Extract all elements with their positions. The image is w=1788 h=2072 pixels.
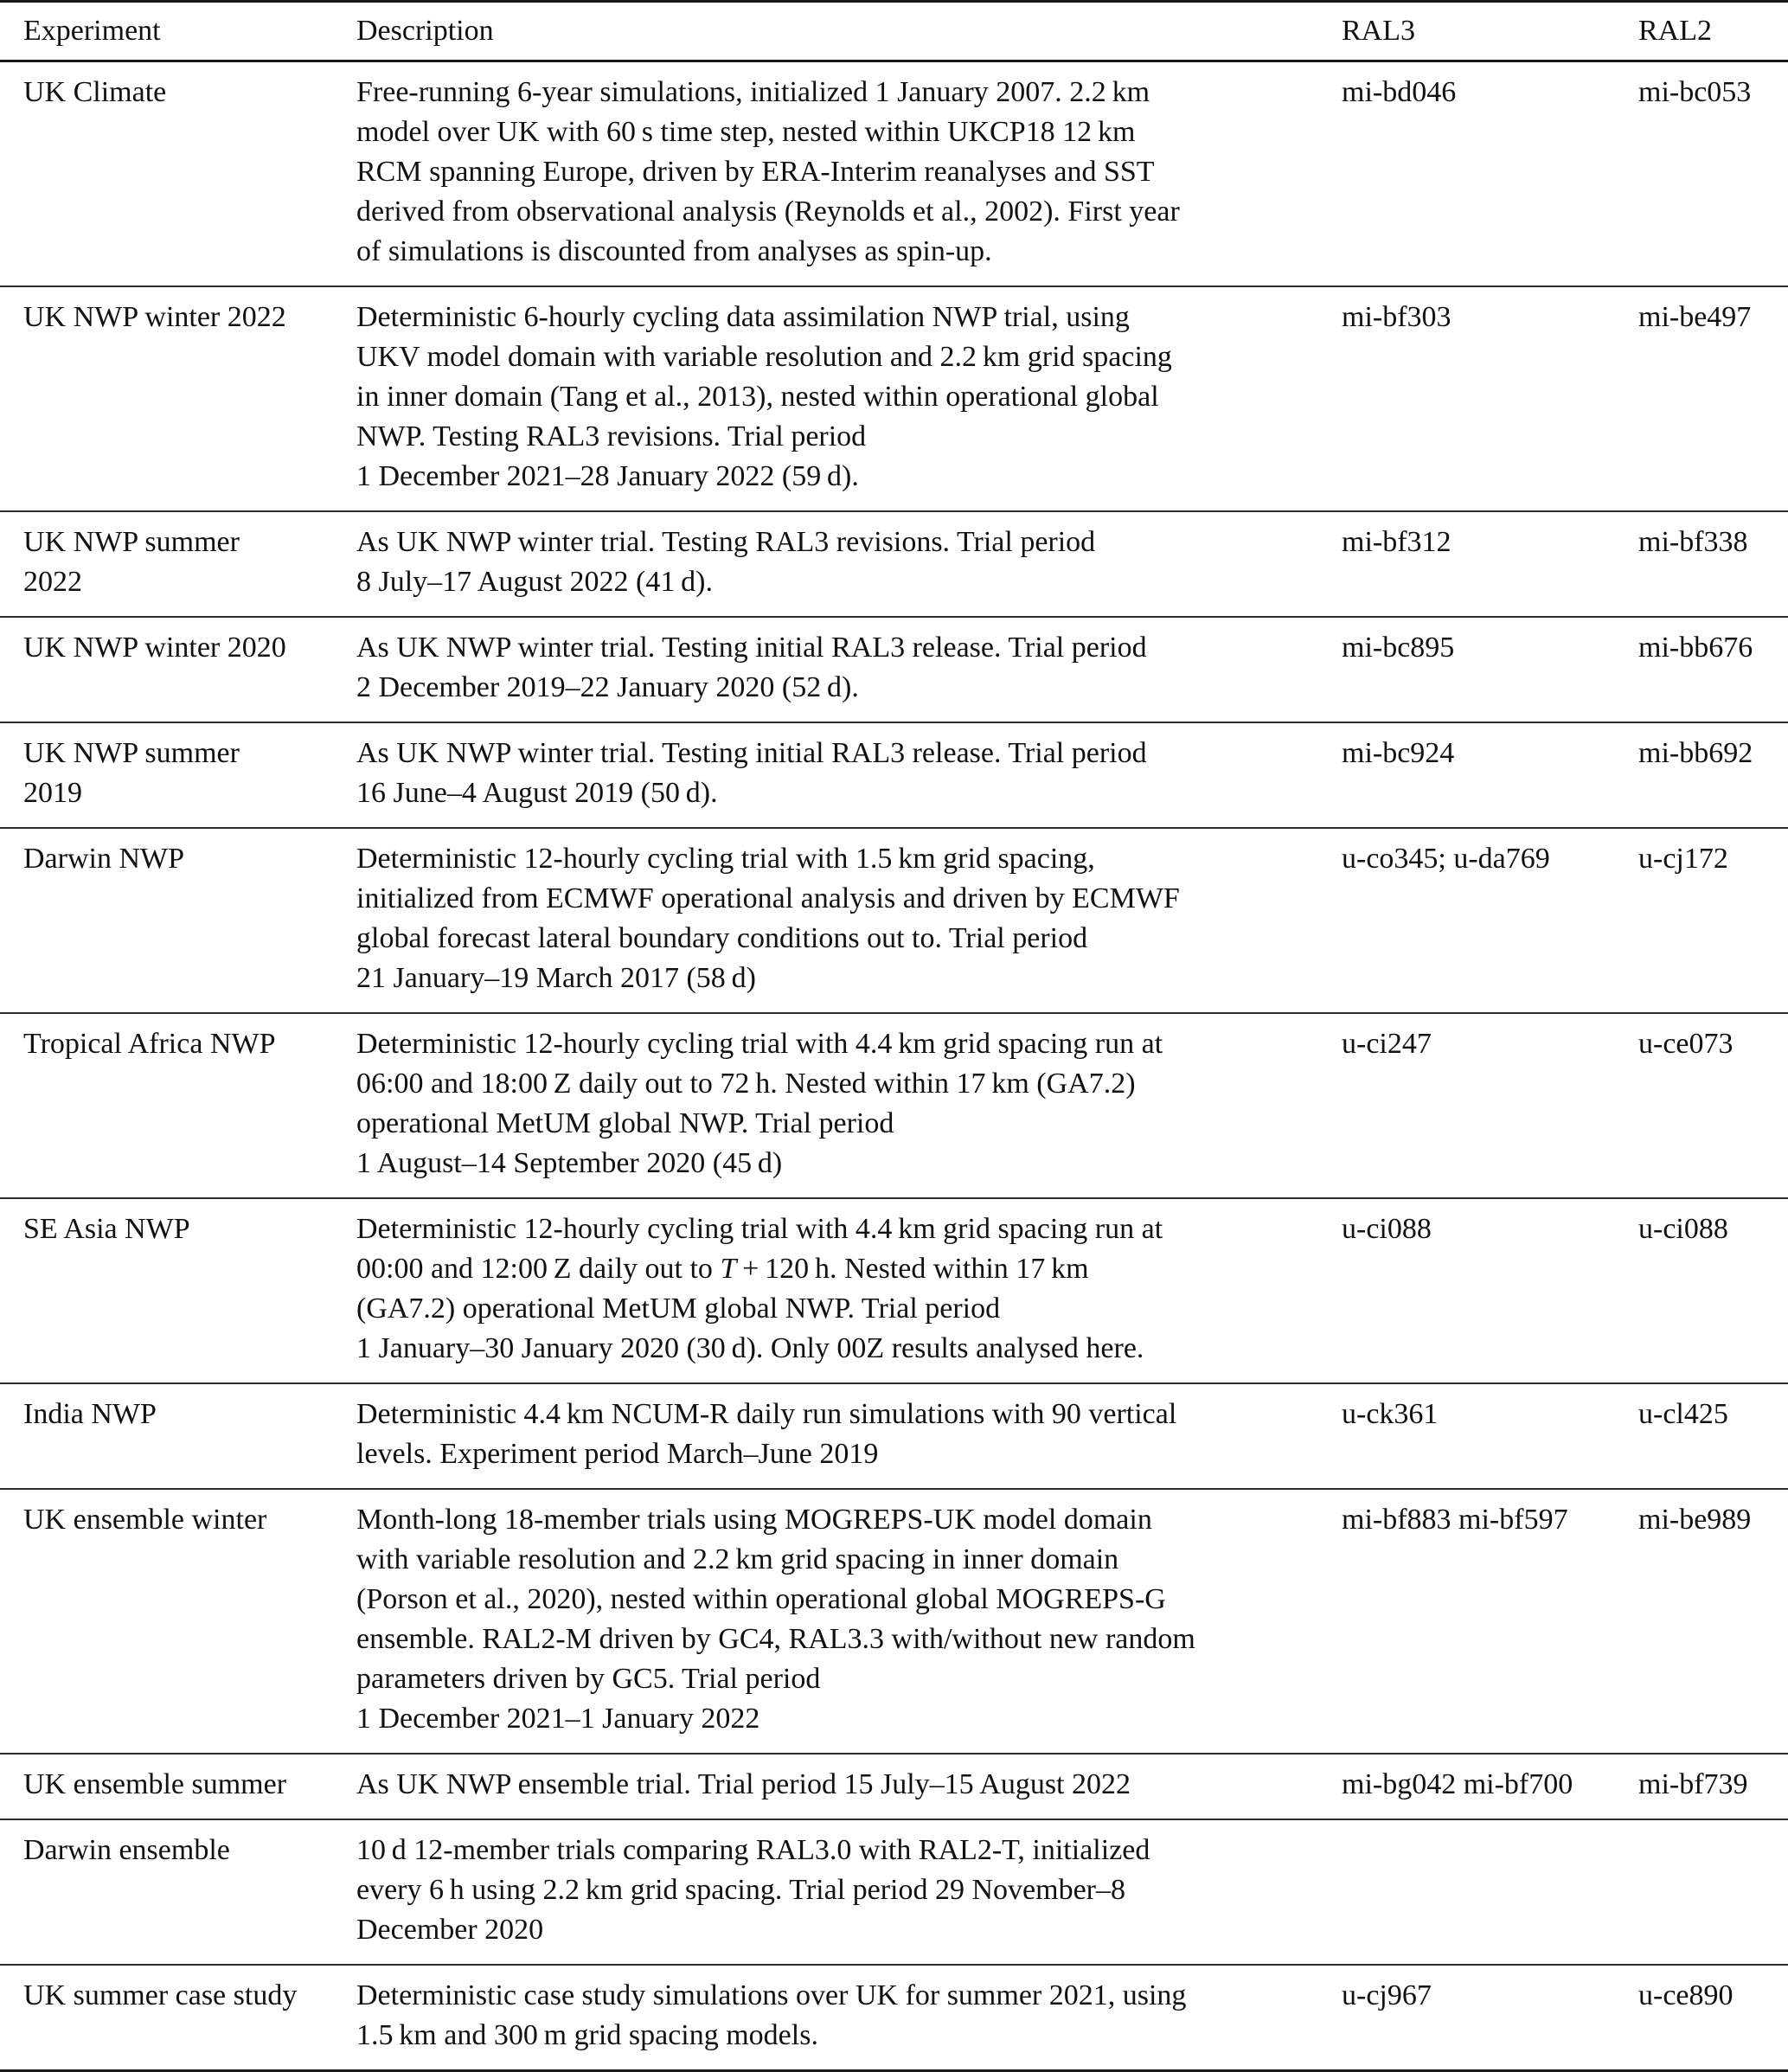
experiment-name-line: 2019 — [23, 777, 82, 809]
experiment-name-line: Darwin NWP — [23, 843, 185, 875]
description-line: ensemble. RAL2-M driven by GC4, RAL3.3 with/without new random — [356, 1623, 1195, 1655]
description-line: Deterministic 4.4 km NCUM-R daily run simulations with 90 vertical — [356, 1398, 1177, 1430]
description-line: parameters driven by GC5. Trial period — [356, 1663, 821, 1695]
ral3-suite-id: mi-bf883 mi-bf597 — [1342, 1504, 1568, 1536]
description-line: every 6 h using 2.2 km grid spacing. Trial period 29 November–8 — [356, 1874, 1125, 1906]
ral2-suite-id — [1615, 1819, 1788, 1965]
table-row — [0, 1013, 1788, 1198]
experiment-name-line: 2022 — [23, 566, 82, 598]
description-line: RCM spanning Europe, driven by ERA-Interim reanalyses and SST — [356, 156, 1155, 188]
ral3-suite-id: mi-bg042 mi-bf700 — [1342, 1768, 1573, 1800]
experiment-cell — [0, 722, 351, 828]
table-row — [0, 617, 1788, 722]
experiment-cell — [0, 617, 351, 722]
ral2-suite-id: mi-bb676 — [1638, 632, 1753, 664]
table-header — [0, 2, 1788, 61]
description-line: Month-long 18-member trials using MOGREPS-UK model domain — [356, 1504, 1152, 1536]
description-line: Deterministic case study simulations over UK for summer 2021, using — [356, 1979, 1187, 2011]
header-ral2: RAL2 — [1615, 2, 1788, 61]
experiment-cell — [0, 1754, 351, 1819]
description-line: 10 d 12-member trials comparing RAL3.0 with RAL2-T, initialized — [356, 1834, 1150, 1866]
description-line: operational MetUM global NWP. Trial period — [356, 1107, 894, 1139]
description-line: As UK NWP ensemble trial. Trial period 15 July–15 August 2022 — [356, 1768, 1131, 1800]
table-body — [0, 61, 1788, 2071]
description-line: 1 August–14 September 2020 (45 d) — [356, 1147, 783, 1179]
header-description: Description — [351, 2, 1318, 61]
description-line: Deterministic 12-hourly cycling trial with 4.4 km grid spacing run at — [356, 1028, 1163, 1060]
experiment-cell — [0, 828, 351, 1013]
description-line: Deterministic 6-hourly cycling data assimilation NWP trial, using — [356, 301, 1130, 333]
ral3-suite-id — [1318, 1819, 1615, 1965]
description-line: NWP. Testing RAL3 revisions. Trial period — [356, 420, 867, 452]
description-cell — [351, 61, 1318, 287]
ral2-suite-id: u-ce890 — [1638, 1979, 1734, 2011]
description-cell — [351, 1198, 1318, 1383]
description-cell — [351, 511, 1318, 617]
experiment-name-line: Darwin ensemble — [23, 1834, 230, 1866]
description-cell — [351, 617, 1318, 722]
experiment-cell — [0, 286, 351, 511]
experiment-cell — [0, 1013, 351, 1198]
description-line: 1 January–30 January 2020 (30 d). Only 00Z results analysed here. — [356, 1332, 1144, 1364]
description-line: 21 January–19 March 2017 (58 d) — [356, 962, 756, 994]
table-row — [0, 61, 1788, 287]
ral3-suite-id: u-ci247 — [1342, 1028, 1432, 1060]
ral3-suite-id: mi-bf312 — [1342, 526, 1452, 558]
description-line: levels. Experiment period March–June 2019 — [356, 1438, 879, 1470]
description-cell — [351, 1489, 1318, 1754]
ral2-suite-id: mi-be989 — [1638, 1504, 1752, 1536]
description-cell — [351, 1383, 1318, 1489]
table-row — [0, 722, 1788, 828]
description-cell — [351, 286, 1318, 511]
ral3-suite-id: u-ck361 — [1342, 1398, 1439, 1430]
table-row — [0, 1383, 1788, 1489]
experiment-cell — [0, 1383, 351, 1489]
experiment-name-line: Tropical Africa NWP — [23, 1028, 276, 1060]
experiment-name-line: UK ensemble summer — [23, 1768, 287, 1800]
table-row — [0, 286, 1788, 511]
description-line: 06:00 and 18:00 Z daily out to 72 h. Nested within 17 km (GA7.2) — [356, 1068, 1136, 1100]
ral2-suite-id: mi-bc053 — [1638, 76, 1752, 108]
description-cell — [351, 1819, 1318, 1965]
experiment-name-line: UK NWP winter 2020 — [23, 632, 286, 664]
header-ral3: RAL3 — [1318, 2, 1615, 61]
ral3-suite-id: mi-bc895 — [1342, 632, 1455, 664]
description-line: 16 June–4 August 2019 (50 d). — [356, 777, 718, 809]
description-line: 1.5 km and 300 m grid spacing models. — [356, 2019, 818, 2051]
description-cell — [351, 1013, 1318, 1198]
ral2-suite-id: mi-bf338 — [1638, 526, 1748, 558]
ral3-suite-id: u-co345; u-da769 — [1342, 843, 1550, 875]
ral3-suite-id: mi-bc924 — [1342, 737, 1455, 769]
experiment-name-line: UK ensemble winter — [23, 1504, 267, 1536]
table-row — [0, 1489, 1788, 1754]
table-row — [0, 1198, 1788, 1383]
description-line: Deterministic 12-hourly cycling trial with 4.4 km grid spacing run at — [356, 1213, 1163, 1245]
ral2-suite-id: mi-bb692 — [1638, 737, 1753, 769]
experiment-cell — [0, 511, 351, 617]
description-line: with variable resolution and 2.2 km grid spacing in inner domain — [356, 1543, 1119, 1575]
ral2-suite-id: u-ce073 — [1638, 1028, 1734, 1060]
ral3-suite-id: u-ci088 — [1342, 1213, 1432, 1245]
description-cell — [351, 1965, 1318, 2071]
description-line: As UK NWP winter trial. Testing RAL3 revisions. Trial period — [356, 526, 1096, 558]
description-line: 00:00 and 12:00 Z daily out to T + 120 h. Nested within 17 km — [356, 1253, 1089, 1285]
description-line: Free-running 6-year simulations, initialized 1 January 2007. 2.2 km — [356, 76, 1150, 108]
ral2-suite-id: mi-bf739 — [1638, 1768, 1748, 1800]
experiment-cell — [0, 1965, 351, 2071]
description-line: December 2020 — [356, 1914, 544, 1946]
description-line: global forecast lateral boundary conditions out to. Trial period — [356, 922, 1088, 954]
experiment-name-line: SE Asia NWP — [23, 1213, 190, 1245]
experiment-name-line: UK NWP winter 2022 — [23, 301, 286, 333]
experiment-name-line: India NWP — [23, 1398, 157, 1430]
header-row — [0, 2, 1788, 61]
description-cell — [351, 828, 1318, 1013]
experiment-name-line: UK summer case study — [23, 1979, 298, 2011]
experiment-cell — [0, 1819, 351, 1965]
ral2-suite-id: u-cl425 — [1638, 1398, 1728, 1430]
description-line: 2 December 2019–22 January 2020 (52 d). — [356, 671, 859, 703]
experiment-cell — [0, 1198, 351, 1383]
description-line: As UK NWP winter trial. Testing initial RAL3 release. Trial period — [356, 737, 1147, 769]
description-line: 1 December 2021–1 January 2022 — [356, 1703, 760, 1735]
table-row — [0, 1965, 1788, 2071]
description-cell — [351, 1754, 1318, 1819]
table-row — [0, 511, 1788, 617]
description-line: Deterministic 12-hourly cycling trial with 1.5 km grid spacing, — [356, 843, 1095, 875]
ral3-suite-id: mi-bd046 — [1342, 76, 1457, 108]
description-line: (Porson et al., 2020), nested within operational global MOGREPS-G — [356, 1583, 1166, 1615]
description-line: of simulations is discounted from analyses as spin-up. — [356, 235, 992, 267]
math-variable-t: T — [720, 1253, 737, 1285]
description-cell — [351, 722, 1318, 828]
description-line: UKV model domain with variable resolution and 2.2 km grid spacing — [356, 341, 1172, 373]
table-row — [0, 1819, 1788, 1965]
description-line: As UK NWP winter trial. Testing initial RAL3 release. Trial period — [356, 632, 1147, 664]
description-line: model over UK with 60 s time step, nested within UKCP18 12 km — [356, 116, 1136, 148]
experiment-name-line: UK NWP summer — [23, 737, 240, 769]
experiment-name-line: UK Climate — [23, 76, 167, 108]
ral2-suite-id: u-cj172 — [1638, 843, 1728, 875]
experiment-cell — [0, 1489, 351, 1754]
ral2-suite-id: mi-be497 — [1638, 301, 1752, 333]
description-line: (GA7.2) operational MetUM global NWP. Trial period — [356, 1293, 1001, 1325]
description-line: derived from observational analysis (Reynolds et al., 2002). First year — [356, 196, 1180, 228]
description-line: in inner domain (Tang et al., 2013), nested within operational global — [356, 381, 1159, 413]
experiment-cell — [0, 61, 351, 287]
ral3-suite-id: mi-bf303 — [1342, 301, 1452, 333]
description-line: 1 December 2021–28 January 2022 (59 d). — [356, 460, 859, 492]
table-row — [0, 828, 1788, 1013]
ral2-suite-id: u-ci088 — [1638, 1213, 1728, 1245]
description-line: initialized from ECMWF operational analysis and driven by ECMWF — [356, 882, 1180, 914]
header-experiment: Experiment — [0, 2, 351, 61]
description-line: 8 July–17 August 2022 (41 d). — [356, 566, 713, 598]
table-row — [0, 1754, 1788, 1819]
ral3-suite-id: u-cj967 — [1342, 1979, 1432, 2011]
experiment-name-line: UK NWP summer — [23, 526, 240, 558]
